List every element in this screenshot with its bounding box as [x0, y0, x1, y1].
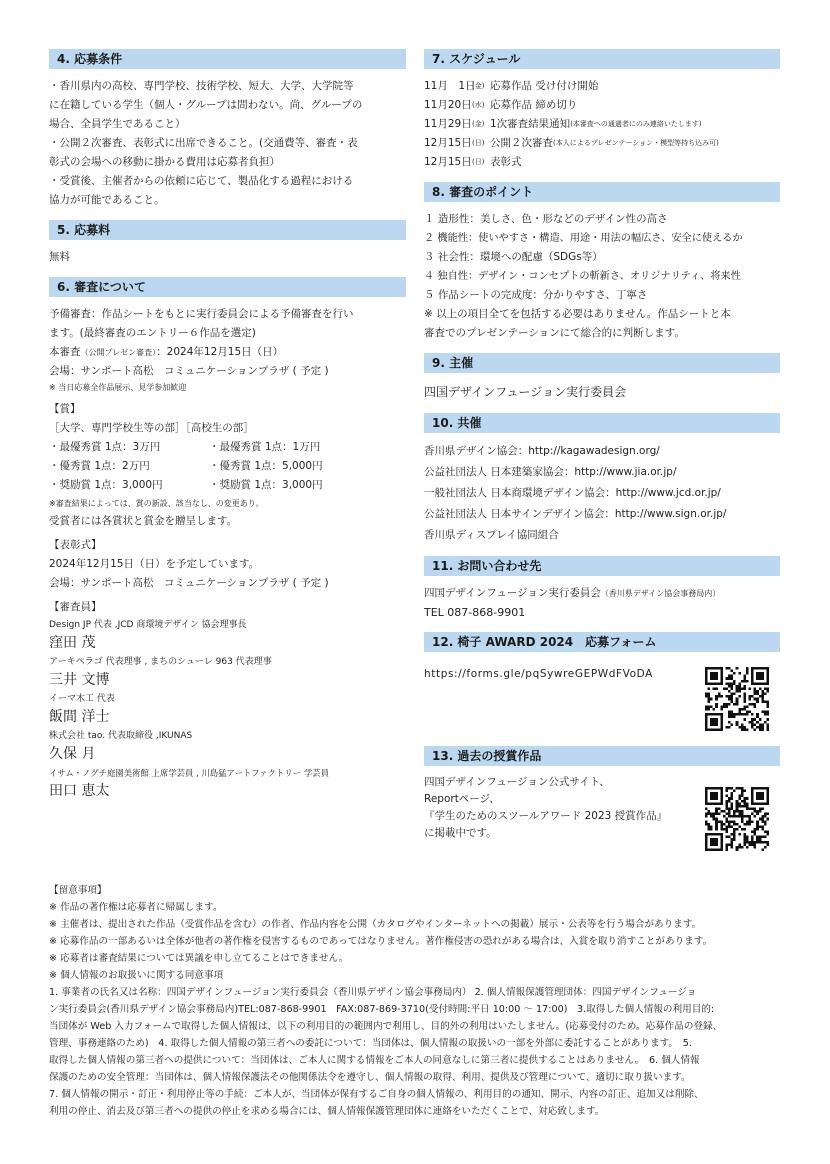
section-heading: 13. 過去の授賞作品	[424, 746, 780, 766]
section-judging	[49, 277, 406, 802]
note-line: 管理、事務連絡のため) 4. 取得した個人情報の第三者への委託について：当団体は、個人情報の取扱いの一部を外部に委託することがあります。 5.	[49, 1038, 692, 1049]
judge-name: 三井 文博	[49, 672, 110, 688]
prize-item: ・最優秀賞 1点：1万円	[209, 441, 321, 453]
note-line: 利用の停止、消去及び第三者への提供の停止を求める場合には、個人情報保護管理団体に連絡をいただくことで、対応致します。	[49, 1106, 605, 1117]
text-line: 会場：サンポート高松 コミュニケーションプラザ ( 予定 )	[49, 577, 329, 589]
judge-name: 久保 月	[49, 746, 96, 762]
prize-groups: ［大学、専門学校生等の部］［高校生の部］	[49, 422, 254, 434]
prize-heading: 【賞】	[49, 403, 81, 415]
prize-grid	[49, 438, 406, 495]
text-line: に在籍している学生（個人・グループは問わない。尚、グループの	[49, 99, 363, 111]
right-column	[424, 49, 780, 852]
schedule-row	[424, 153, 780, 172]
schedule-date: 11月 1日	[424, 80, 476, 92]
section-heading: 10. 共催	[424, 413, 780, 433]
note-line: 取得した個人情報の第三者への提供について：当団体は、ご本人に関する情報をご本人の同意なしに第三者に提供することはありません。 6. 個人情報	[49, 1055, 700, 1066]
note-line: ン実行委員会(香川県デザイン協会事務局内)TEL:087-868-9901 FAX:087-869-3710(受付時間:平日 10:00 ～ 17:00) 3.取得した個人情報の利用目的:	[49, 1004, 715, 1015]
note-line: ※ 個人情報のお取扱いに関する同意事項	[49, 970, 224, 981]
schedule-date: 12月15日	[424, 156, 472, 168]
schedule-note: (本審査への通過者にのみ連絡いたします)	[570, 120, 702, 128]
section-heading: 5. 応募料	[49, 220, 406, 240]
note-line: ※ 応募作品の一部あるいは全体が他者の著作権を侵害するものであってはなりません。著作権侵害の恐れがある場合は、入賞を取り消すことがあります。	[49, 936, 713, 947]
section-heading: 11. お問い合わせ先	[424, 556, 780, 576]
main-judging-date: ：2024年12月15日（日）	[156, 346, 284, 358]
section-heading: 8. 審査のポイント	[424, 182, 780, 202]
section-entry-requirements	[49, 49, 406, 210]
judge-entry	[49, 765, 406, 802]
text-line: 四国デザインフュージョン公式サイト、	[424, 776, 610, 788]
notes-heading: 【留意事項】	[49, 885, 107, 896]
judge-role: 株式会社 tao. 代表取締役 ,IKUNAS	[49, 731, 193, 741]
schedule-weekday: (水)	[472, 101, 485, 109]
co-sponsor: 公益社団法人 日本サインデザイン協会：http://www.sign.or.jp/	[424, 508, 727, 520]
ceremony-heading: 【表彰式】	[49, 539, 102, 551]
judge-entry	[49, 617, 406, 654]
contact-org-note: （香川県デザイン協会事務局内）	[600, 589, 721, 598]
note-line: ※ 主催者は、提出された作品（受賞作品を含む）の作者、作品内容を公開（カタログやインターネットへの掲載）展示・公表等を行う場合があります。	[49, 919, 702, 930]
section-contact	[424, 556, 780, 622]
qr-code-graphic	[705, 667, 769, 731]
contact-org	[424, 584, 780, 603]
text-line: Reportページ、	[424, 793, 500, 805]
text-line: 彰式の会場への移動に掛かる費用は応募者負担）	[49, 156, 280, 168]
contact-tel: TEL 087-868-9901	[424, 606, 526, 619]
notes-section	[49, 882, 784, 1120]
prize-item: ・優秀賞 1点：2万円	[49, 460, 150, 472]
text-line: 協力が可能であること。	[49, 194, 165, 206]
qr-code-graphic	[705, 787, 769, 851]
section-heading: 9. 主催	[424, 353, 780, 373]
venue-text: 会場：サンポート高松 コミュニケーションプラザ ( 予定 )	[49, 365, 329, 377]
left-column	[49, 49, 406, 812]
note-line: ※ 作品の著作権は応募者に帰属します。	[49, 902, 223, 913]
judge-entry	[49, 728, 406, 765]
schedule-text: 表彰式	[490, 156, 522, 168]
text-line: ます。(最終審査のエントリー６作品を選定)	[49, 327, 256, 339]
schedule-weekday: (金)	[472, 120, 485, 128]
main-judging-label-note: （公開プレゼン審査）	[80, 348, 157, 357]
prize-note: ※審査結果によっては、賞の新設、該当なし、の変更あり。	[49, 499, 264, 508]
judge-entry	[49, 654, 406, 691]
section-heading: 4. 応募条件	[49, 49, 406, 69]
text-line: ４ 独自性：デザイン・コンセプトの斬新さ、オリジナリティ、将来性	[424, 271, 741, 282]
entry-form-url[interactable]: https://forms.gle/pqSywreGEPWdFVoDA	[424, 668, 653, 680]
prize-item: ・奨励賞 1点：3,000円	[209, 479, 323, 491]
note-line: 当団体が Web 入力フォームで取得した個人情報は、以下の利用目的の範囲内で利用し、目的外の利用はいたしません。(応募受付のため。応募作品の登録、	[49, 1021, 723, 1032]
schedule-date: 11月20日	[424, 99, 472, 111]
text-line: ３ 社会性：環境への配慮（SDGs等）	[424, 251, 603, 263]
section-heading: 7. スケジュール	[424, 49, 780, 69]
prize-extra: 受賞者には各賞状と賞金を贈呈します。	[49, 515, 238, 527]
text-line: ※ 以上の項目全てを包括する必要はありません。作品シートと本	[424, 308, 731, 320]
text-line: ・香川県内の高校、専門学校、技術学校、短大、大学、大学院等	[49, 80, 354, 92]
main-judging-line	[49, 343, 406, 362]
text-line: 予備審査：作品シートをもとに実行委員会による予備審査を行い	[49, 308, 354, 320]
section-co-sponsors	[424, 413, 780, 546]
text-line: ２ 機能性：使いやすさ・構造、用途・用法の幅広さ、安全に使えるか	[424, 233, 743, 244]
text-line: 『学生のためのスツールアワード 2023 授賞作品』	[424, 810, 668, 822]
judge-entry	[49, 691, 406, 728]
schedule-text: 応募作品 受け付け開始	[490, 80, 599, 92]
prize-item: ・最優秀賞 1点：3万円	[49, 441, 161, 453]
schedule-date: 12月15日	[424, 137, 472, 149]
co-sponsor: 香川県デザイン協会：http://kagawadesign.org/	[424, 445, 660, 457]
prize-item: ・奨励賞 1点：3,000円	[49, 479, 163, 491]
note-line: 7. 個人情報の開示・訂正・利用停止等の手続：ご本人が、当団体が保有するご自身の個人情報の、利用目的の通知、開示、内容の訂正、追加又は削除、	[49, 1089, 704, 1100]
note-line: ※ 応募者は審査結果については異議を申し立てることはできません。	[49, 953, 349, 964]
schedule-text: 応募作品 締め切り	[490, 99, 578, 111]
text-line: 審査でのプレゼンテーションにて総合的に判断します。	[424, 327, 685, 339]
schedule-weekday: (日)	[472, 139, 485, 147]
section-heading: 6. 審査について	[49, 277, 406, 297]
schedule-text: 1次審査結果通知	[490, 118, 571, 130]
prize-item: ・優秀賞 1点：5,000円	[209, 460, 323, 472]
section-organizer	[424, 353, 780, 403]
note-line: 1. 事業者の氏名又は名称：四国デザインフュージョン実行委員会（香川県デザイン協会事務局内） 2. 個人情報保護管理団体：四国デザインフュージョ	[49, 987, 697, 998]
fee-text: 無料	[49, 251, 70, 263]
venue-note: ※ 当日応募全作品展示、見学参加歓迎	[49, 383, 187, 392]
text-line: ・公開２次審査、表彰式に出席できること。(交通費等、審査・表	[49, 137, 358, 149]
section-entry-fee	[49, 220, 406, 267]
past-works-qr-code[interactable]	[705, 787, 769, 851]
judges-heading: 【審査員】	[49, 601, 102, 613]
judge-name: 田口 恵太	[49, 783, 110, 799]
text-line: ５ 作品シートの完成度：分かりやすさ、丁寧さ	[424, 289, 648, 301]
text-line: 2024年12月15日（日）を予定しています。	[49, 558, 260, 570]
judge-name: 窪田 茂	[49, 635, 96, 651]
schedule-row	[424, 134, 780, 153]
schedule-row	[424, 115, 780, 134]
co-sponsor: 一般社団法人 日本商環境デザイン協会：http://www.jcd.or.jp/	[424, 487, 721, 499]
contact-org-name: 四国デザインフュージョン実行委員会	[424, 587, 601, 599]
schedule-text: 公開２次審査	[490, 137, 553, 149]
text-line: ・受賞後、主催者からの依頼に応じて、製品化する過程における	[49, 175, 354, 187]
note-line: 保護のための安全管理：当団体は、個人情報保護法その他関係法令を遵守し、個人情報の取得、利用、提供及び管理について、適切に取り扱います。	[49, 1072, 691, 1083]
judge-role: Design JP 代表 ,JCD 商環境デザイン 協会理事長	[49, 620, 247, 630]
schedule-row	[424, 96, 780, 115]
co-sponsor: 香川県ディスプレイ協同組合	[424, 529, 559, 541]
text-line: 場合、全員学生であること）	[49, 118, 186, 130]
schedule-row	[424, 77, 780, 96]
section-heading: 12. 椅子 AWARD 2024 応募フォーム	[424, 632, 780, 652]
schedule-note: (本人によるプレゼンテーション・模型等持ち込み可)	[553, 139, 719, 147]
schedule-weekday: (日)	[472, 158, 485, 166]
text-line: １ 造形性：美しさ、色・形などのデザイン性の高さ	[424, 213, 668, 225]
schedule-date: 11月29日	[424, 118, 472, 130]
entry-form-qr-code[interactable]	[705, 667, 769, 731]
judge-name: 飯間 洋士	[49, 709, 110, 725]
judge-role: イサム・ノグチ庭園美術館 上席学芸員 , 川島猛アートファクトリー 学芸員	[49, 768, 329, 778]
co-sponsor: 公益社団法人 日本建築家協会：http://www.jia.or.jp/	[424, 466, 677, 478]
judge-role: アーキペラゴ 代表理事 , まちのシューレ 963 代表理事	[49, 657, 272, 667]
section-judging-points	[424, 182, 780, 343]
section-schedule	[424, 49, 780, 172]
judge-role: イーマ木工 代表	[49, 694, 115, 704]
main-judging-label: 本審査	[49, 346, 81, 358]
schedule-weekday: (金)	[472, 82, 485, 90]
text-line: に掲載中です。	[424, 827, 497, 839]
organizer-name: 四国デザインフュージョン実行委員会	[424, 385, 627, 399]
